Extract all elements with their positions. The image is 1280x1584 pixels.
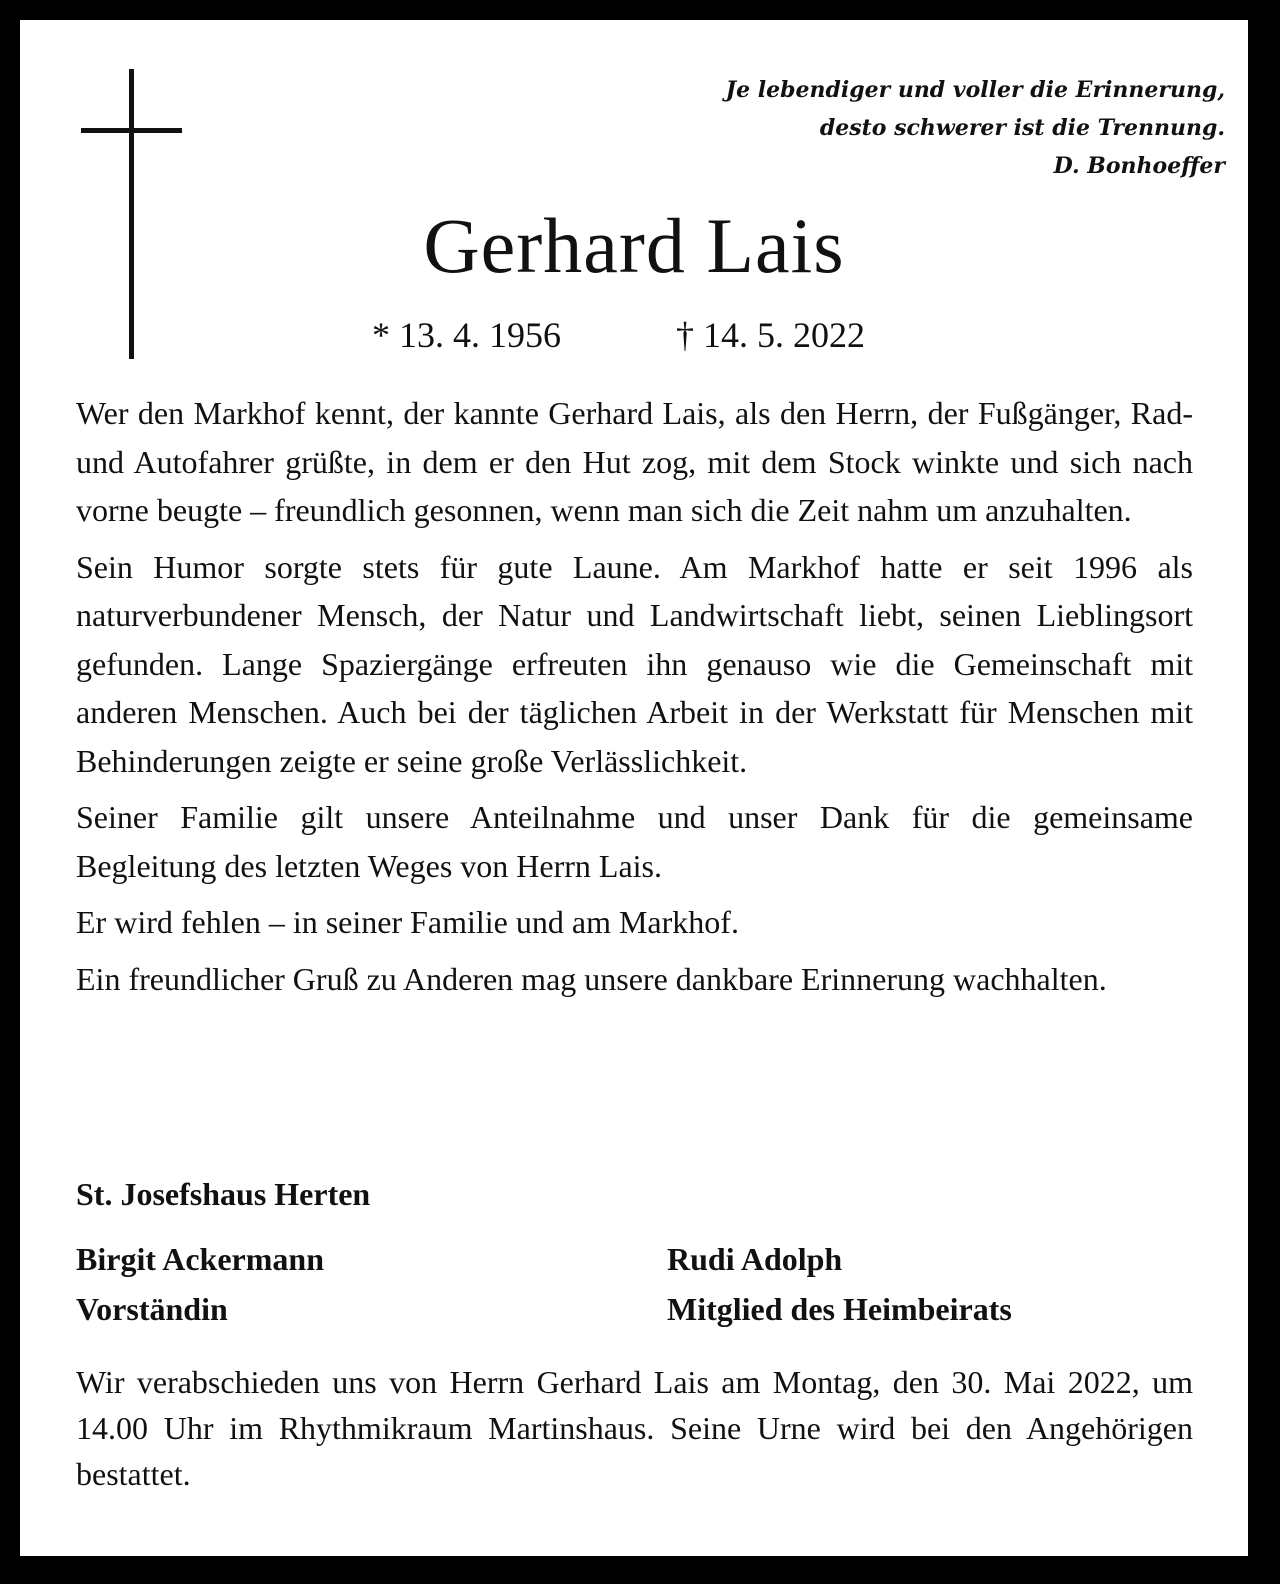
signatory-right (667, 1234, 1012, 1334)
paragraph: Wer den Markhof kennt, der kannte Gerhard Lais, als den Herrn, der Fußgänger, Rad- und Autofahrer grüßte, in dem er den Hut zog, mit dem Stock winkte und sich nach vorne beugte – freundlich gesonnen, wenn man sich die Zeit nahm um anzuhalten. (76, 395, 1193, 528)
obituary-text (76, 389, 1193, 1011)
paragraph: Sein Humor sorgte stets für gute Laune. Am Markhof hatte er seit 1996 als naturverbundener Mensch, der Natur und Landwirtschaft liebt, seinen Lieblingsort gefunden. Lange Spaziergänge erfreuten ihn genauso wie die Gemeinschaft mit anderen Menschen. Auch bei der täglichen Arbeit in der Werkstatt für Menschen mit Behinderungen zeigte er seine große Verlässlichkeit. (76, 548, 1193, 779)
signatory-name: Birgit Ackermann (76, 1241, 324, 1277)
paragraph: Seiner Familie gilt unsere Anteilnahme und unser Dank für die gemeinsame Begleitung des letzten Weges von Herrn Lais. (76, 799, 1193, 884)
organization-name: St. Josefshaus Herten (76, 1176, 371, 1212)
signatory-left (76, 1234, 324, 1334)
signatory-role: Vorständin (76, 1291, 228, 1327)
quote-author: D. Bonhoeffer (1053, 153, 1225, 179)
paragraph: Er wird fehlen – in seiner Familie und am Markhof. (76, 904, 739, 940)
signatory-name: Rudi Adolph (667, 1241, 843, 1277)
deceased-name: Gerhard Lais (423, 202, 845, 289)
quote-line-1: Je lebendiger und voller die Erinnerung, (725, 77, 1225, 103)
paragraph: Ein freundlicher Gruß zu Anderen mag unsere dankbare Erinnerung wachhalten. (76, 960, 1107, 997)
cross-horizontal-bar (81, 128, 182, 133)
quote-line-2: desto schwerer ist die Trennung. (819, 115, 1225, 141)
death-date: † 14. 5. 2022 (676, 315, 865, 355)
bonhoeffer-quote (525, 71, 1225, 185)
birth-date: * 13. 4. 1956 (372, 315, 561, 355)
farewell-notice: Wir verabschieden uns von Herrn Gerhard Lais am Montag, den 30. Mai 2022, um 14.00 Uhr im Rhythmikraum Martinshaus. Seine Urne wird bei den Angehörigen bestattet. (76, 1364, 1193, 1492)
signatory-role: Mitglied des Heimbeirats (667, 1291, 1012, 1327)
